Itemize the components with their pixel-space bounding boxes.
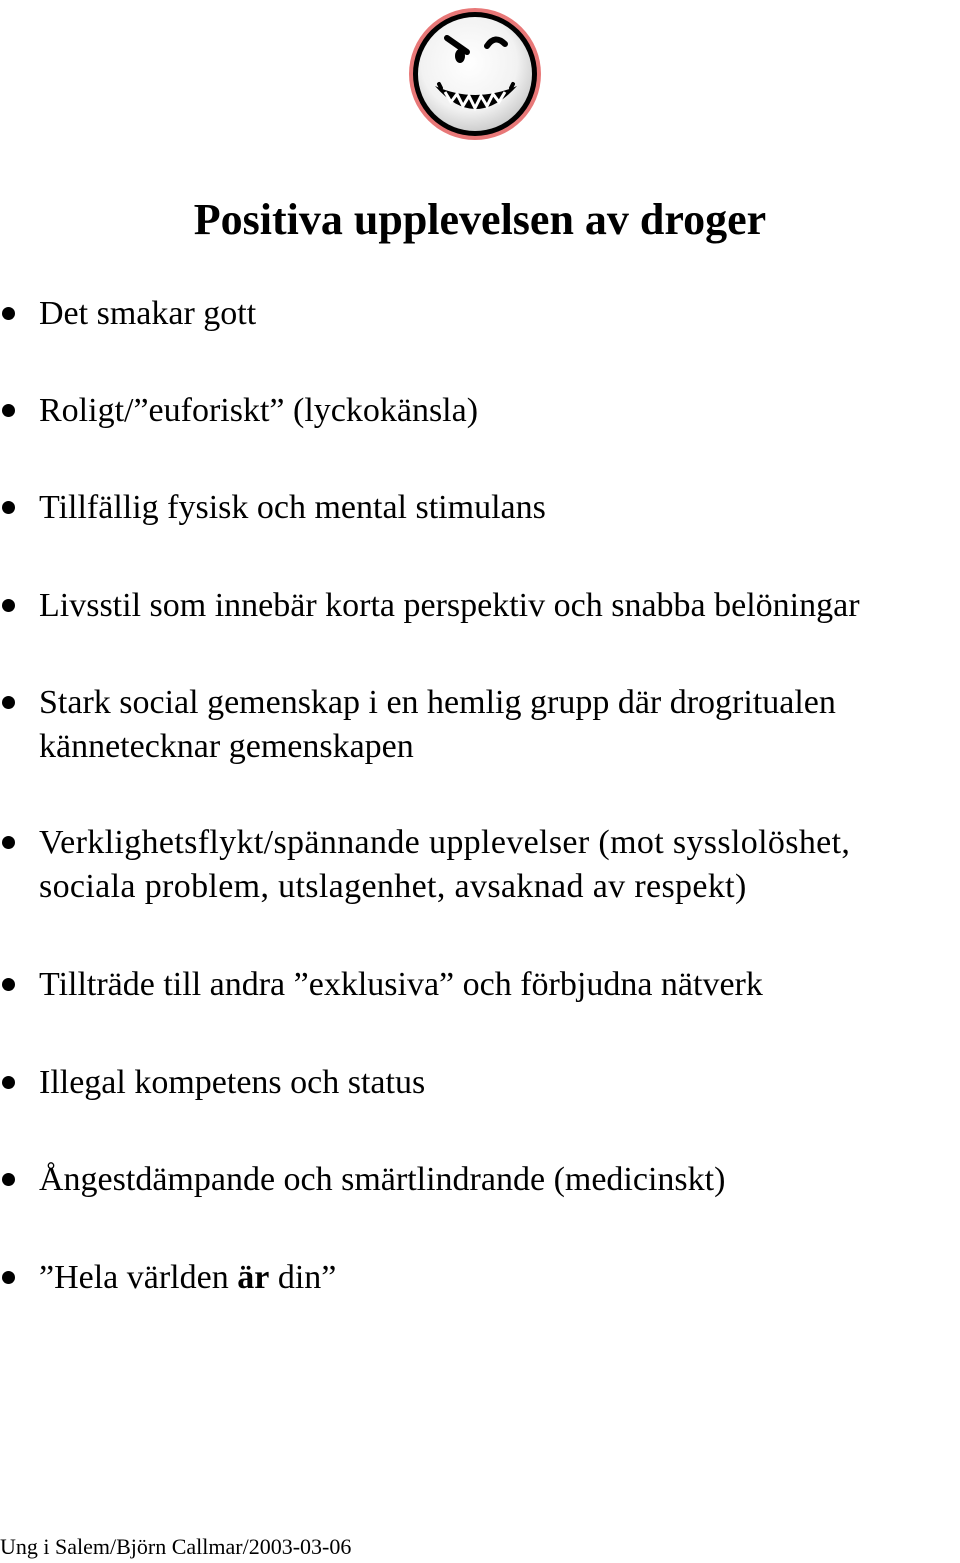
footer-credit: Ung i Salem/Björn Callmar/2003-03-06 <box>0 1534 352 1559</box>
bullet-marker <box>2 1173 15 1186</box>
list-item-text: Verklighetsflykt/spännande upplevelser (mot sysslolöshet, sociala problem, utslagenhet, avsaknad av respekt) <box>39 824 851 905</box>
bullet-marker <box>2 501 15 514</box>
list-item-text: Det smakar gott <box>39 295 257 332</box>
list-item-text: Illegal kompetens och status <box>39 1064 426 1101</box>
bullet-marker <box>2 696 15 709</box>
list-item-text: Livsstil som innebär korta perspektiv och snabba belöningar <box>39 587 860 624</box>
emphasized-word: är <box>237 1259 270 1296</box>
bullet-marker <box>2 599 15 612</box>
bullet-marker <box>2 307 15 320</box>
bullet-marker <box>2 836 15 849</box>
grinning-smiley-icon <box>405 4 545 144</box>
list-item-text: Ångestdämpande och smärtlindrande (medicinskt) <box>39 1161 726 1198</box>
bullet-marker <box>2 1271 15 1284</box>
quote-text-end: din” <box>269 1259 337 1296</box>
page-title: Positiva upplevelsen av droger <box>193 195 767 244</box>
bullet-marker <box>2 1076 15 1089</box>
list-item-text <box>39 1256 959 1300</box>
list-item-text: Tillfällig fysisk och mental stimulans <box>39 489 546 526</box>
list-item-text: Stark social gemenskap i en hemlig grupp där drogritualen kännetecknar gemenskapen <box>39 684 836 765</box>
bullet-marker <box>2 978 15 991</box>
list-item-text: Tillträde till andra ”exklusiva” och förbjudna nätverk <box>39 966 763 1003</box>
quote-text-start: ”Hela världen <box>39 1259 238 1296</box>
bullet-marker <box>2 404 15 417</box>
list-item-text: Roligt/”euforiskt” (lyckokänsla) <box>39 392 479 429</box>
